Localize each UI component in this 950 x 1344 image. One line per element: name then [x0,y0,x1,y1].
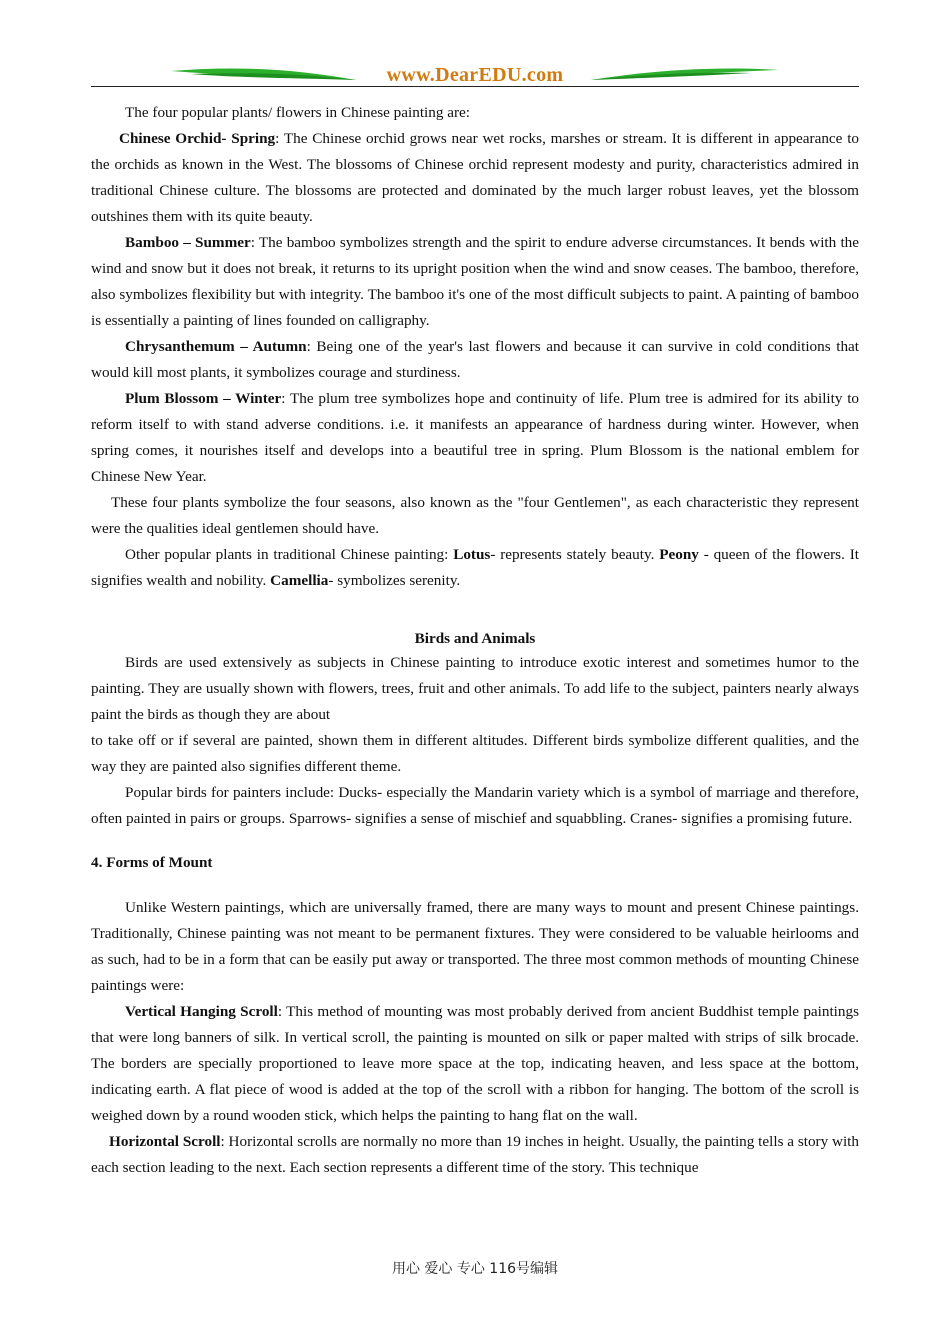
flowers-intro: The four popular plants/ flowers in Chinese painting are: [125,104,471,121]
peony-text: - queen of the flowers. It signifies wealth and nobility. [91,546,859,589]
birds-paragraph-1b: to take off or if several are painted, shown them in different altitudes. Different birds symbolize different qualities, and the way they are painted also signifies different theme. [91,732,859,775]
header-rule [91,86,859,87]
camellia-text: - symbolizes serenity. [328,572,461,589]
site-logo-text[interactable]: www.DearEDU.com [386,64,564,86]
bamboo-paragraph [91,230,859,334]
horizontal-scroll-text: : Horizontal scrolls are normally no more than 19 inches in height. Usually, the painting tells a story with each section leading to the next. Each section represents a different time of the story. This technique [91,1133,859,1176]
four-gentlemen-paragraph: These four plants symbolize the four seasons, also known as the "four Gentlemen", as each characteristic they represent were the qualities ideal gentlemen should have. [91,494,859,537]
chrysanthemum-term: Chrysanthemum – Autumn [125,338,307,355]
peony-term: Peony [659,546,699,563]
horizontal-scroll-paragraph [91,1129,859,1181]
document-body [91,100,859,1181]
lotus-term: Lotus [453,546,491,563]
orchid-term: Chinese Orchid- Spring [119,130,276,147]
plum-text: : The plum tree symbolizes hope and continuity of life. Plum tree is admired for its ability to reform itself to with stand adverse conditions. i.e. it manifests an appearance of hardness during winter. However, when spring comes, it nourishes itself and develops into a beautiful tree in spring. Plum Blossom is the national emblem for Chinese New Year. [91,390,860,485]
vertical-scroll-text: : This method of mounting was most probably derived from ancient Buddhist temple paintings that were long banners of silk. In vertical scroll, the painting is mounted on silk or paper malted with strips of silk brocade. The borders are specially proportioned to leave more space at the top, indicating heaven, and less space at the bottom, indicating earth. A flat piece of wood is added at the top of the scroll with a ribbon for hanging. The bottom of the scroll is weighed down by a round wooden stick, which helps the painting to hang flat on the wall. [91,1003,860,1124]
other-plants-intro: Other popular plants in traditional Chinese painting: [125,546,454,563]
birds-paragraph-2: Popular birds for painters include: Ducks- especially the Mandarin variety which is a symbol of marriage and therefore, often painted in pairs or groups. Sparrows- signifies a sense of mischief and squabbling. Cranes- signifies a promising future. [91,784,859,827]
vertical-scroll-paragraph [91,999,859,1129]
mount-heading: 4. Forms of Mount [91,854,213,871]
bamboo-text: : The bamboo symbolizes strength and the spirit to endure adverse circumstances. It bends with the wind and snow but it does not break, it returns to its upright position when the wind and snow ceases. The bamboo, therefore, also symbolizes flexibility but with integrity. The bamboo it's one of the most difficult subjects to paint. A painting of bamboo is essentially a painting of lines founded on calligraphy. [91,234,859,329]
vertical-scroll-term: Vertical Hanging Scroll [125,1003,278,1020]
bamboo-term: Bamboo – Summer [125,234,251,251]
page-footer: 用心 爱心 专心 116号编辑 [391,1261,559,1277]
horizontal-scroll-term: Horizontal Scroll [109,1133,221,1150]
orchid-text: : The Chinese orchid grows near wet rocks, marshes or stream. It is different in appearance to the orchids as known in the West. The blossoms of Chinese orchid represent modesty and purity, characteristics admired in traditional Chinese culture. The blossoms are protected and dominated by the much larger robust leaves, yet the blossom outshines them with its quite beauty. [91,130,860,225]
camellia-term: Camellia [270,572,329,589]
birds-heading: Birds and Animals [414,630,536,647]
mount-intro: Unlike Western paintings, which are universally framed, there are many ways to mount and present Chinese paintings. Traditionally, Chinese painting was not meant to be permanent fixtures. They were considered to be valuable heirlooms and as such, had to be in a form that can be easily put away or transported. The three most common methods of mounting Chinese paintings were: [91,899,859,994]
other-plants-paragraph [91,542,859,594]
page-header [91,62,859,88]
chrysanthemum-text: : Being one of the year's last flowers and because it can survive in cold conditions that would kill most plants, it symbolizes courage and sturdiness. [91,338,859,381]
chrysanthemum-paragraph [91,334,859,386]
orchid-paragraph [91,126,859,230]
lotus-text: - represents stately beauty. [490,546,660,563]
plum-paragraph [91,386,859,490]
birds-paragraph-1a: Birds are used extensively as subjects in Chinese painting to introduce exotic interest and sometimes humor to the painting. They are usually shown with flowers, trees, fruit and other animals. To add life to the subject, painters nearly always paint the birds as though they are about [91,654,859,723]
plum-term: Plum Blossom – Winter [125,390,282,407]
